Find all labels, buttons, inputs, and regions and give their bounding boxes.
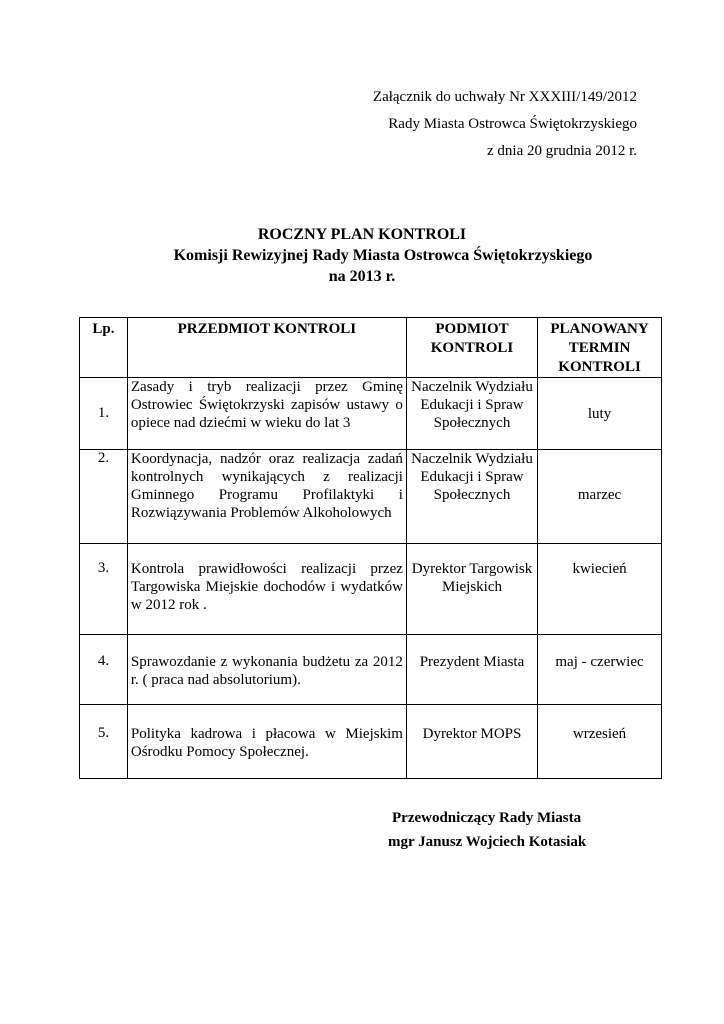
table-row bbox=[80, 544, 662, 635]
table-row bbox=[80, 705, 662, 779]
document-year: na 2013 r. bbox=[328, 268, 396, 285]
annex-line-date: z dnia 20 grudnia 2012 r. bbox=[487, 143, 637, 159]
row-lp: 4. bbox=[80, 635, 128, 705]
row-term: maj - czerwiec bbox=[538, 635, 662, 705]
row-subject: Polityka kadrowa i płacowa w Miejskim Ośrodku Pomocy Społecznej. bbox=[127, 705, 406, 779]
row-subject: Koordynacja, nadzór oraz realizacja zadań kontrolnych wynikających z realizacji Gminnego Programu Profilaktyki i Rozwiązywania Problemów Alkoholowych bbox=[127, 450, 406, 544]
header-term: PLANOWANY TERMIN KONTROLI bbox=[538, 318, 662, 378]
row-term: marzec bbox=[538, 450, 662, 544]
header-lp: Lp. bbox=[80, 318, 128, 378]
row-term: luty bbox=[538, 378, 662, 450]
row-term: wrzesień bbox=[538, 705, 662, 779]
header-subject: PRZEDMIOT KONTROLI bbox=[127, 318, 406, 378]
row-lp: 2. bbox=[80, 450, 128, 544]
row-entity: Naczelnik Wydziału Edukacji i Spraw Społecznych bbox=[406, 450, 537, 544]
annex-line-council: Rady Miasta Ostrowca Świętokrzyskiego bbox=[388, 116, 637, 132]
signature-title: Przewodniczący Rady Miasta bbox=[392, 810, 582, 826]
table-row bbox=[80, 378, 662, 450]
annex-line-resolution: Załącznik do uchwały Nr XXXIII/149/2012 bbox=[372, 89, 637, 105]
row-lp: 1. bbox=[80, 378, 128, 450]
row-entity: Dyrektor MOPS bbox=[406, 705, 537, 779]
signature-block bbox=[388, 806, 586, 854]
row-entity: Naczelnik Wydziału Edukacji i Spraw Społecznych bbox=[406, 378, 537, 450]
table-row bbox=[80, 450, 662, 544]
document-subtitle: Komisji Rewizyjnej Rady Miasta Ostrowca Świętokrzyskiego bbox=[173, 247, 593, 264]
row-term: kwiecień bbox=[538, 544, 662, 635]
header-entity: PODMIOT KONTROLI bbox=[406, 318, 537, 378]
row-subject: Sprawozdanie z wykonania budżetu za 2012 r. ( praca nad absolutorium). bbox=[127, 635, 406, 705]
table-header-row bbox=[80, 318, 662, 378]
signature-name: mgr Janusz Wojciech Kotasiak bbox=[388, 834, 587, 850]
table-row bbox=[80, 635, 662, 705]
control-plan-table bbox=[79, 317, 662, 779]
row-lp: 3. bbox=[80, 544, 128, 635]
document-title: ROCZNY PLAN KONTROLI bbox=[257, 226, 467, 243]
row-subject: Zasady i tryb realizacji przez Gminę Ostrowiec Świętokrzyski zapisów ustawy o opiece nad dziećmi w wieku do lat 3 bbox=[127, 378, 406, 450]
row-entity: Dyrektor Targowisk Miejskich bbox=[406, 544, 537, 635]
row-entity: Prezydent Miasta bbox=[406, 635, 537, 705]
row-lp: 5. bbox=[80, 705, 128, 779]
annex-header bbox=[373, 84, 637, 165]
row-subject: Kontrola prawidłowości realizacji przez Targowiska Miejskie dochodów i wydatków w 2012 rok . bbox=[127, 544, 406, 635]
